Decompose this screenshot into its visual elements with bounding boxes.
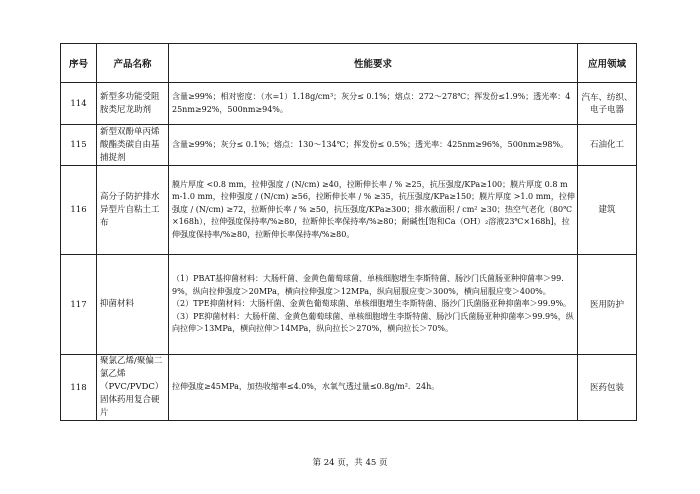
- row-product-name: 聚氯乙烯/聚偏二氯乙烯（PVC/PVDC）固体药用复合硬片: [97, 355, 169, 421]
- row-no: 118: [61, 355, 97, 421]
- row-requirements: 膜片厚度 <0.8 mm，拉伸强度 / (N/cm) ≥40，拉断伸长率 / % ≥25，抗压强度/KPa≥100；膜片厚度 0.8 mm-1.0 mm，拉伸强度 / (N/cm) ≥56，拉断伸长率 / % ≥35，抗压强度/KPa≥150；膜片厚度 >1.0 mm，拉伸强度 / (N/cm) ≥72，拉断伸长率 / % ≥50，抗压强度/KPa≥300；排水截面积 / cm² ≥30；热空气老化（80℃×168h），拉伸强度保持率/%≥80，拉断伸长率保持率/%≥80；耐碱性[饱和Ca（OH）₂溶液23℃×168h]，拉伸强度保持率/%≥80，拉断伸长率保持率/%≥80。: [169, 166, 578, 255]
- header-name: 产品名称: [97, 44, 169, 83]
- row-application: 石油化工: [578, 125, 637, 166]
- row-application: 医用防护: [578, 255, 637, 355]
- header-requirements: 性能要求: [169, 44, 578, 83]
- requirements-line: （2）TPE抑菌材料：大肠杆菌、金黄色葡萄球菌、单核细胞增生李斯特菌、肠沙门氏菌肠亚种抑菌率＞99.9%。: [172, 299, 572, 309]
- table-row: [61, 83, 637, 125]
- row-requirements: 拉伸强度≥45MPa，加热收缩率≤4.0%，水氧气透过量≤0.8g/m²．24h。: [169, 355, 578, 421]
- row-product-name: 新型多功能受阻胺类尼龙助剂: [97, 83, 169, 125]
- row-application: 医药包装: [578, 355, 637, 421]
- row-product-name: 高分子防护排水异型片自粘土工布: [97, 166, 169, 255]
- row-no: 117: [61, 255, 97, 355]
- table-row: [61, 125, 637, 166]
- row-no: 116: [61, 166, 97, 255]
- row-no: 115: [61, 125, 97, 166]
- requirements-line: （1）PBAT基抑菌材料：大肠杆菌、金黄色葡萄球菌、单核细胞增生李斯特菌、肠沙门氏菌肠亚种抑菌率＞99.9%，纵向拉伸强度＞20MPa，横向拉伸强度＞12MPa，纵向屈服应变＞300%，横向屈服应变＞400%。: [172, 274, 564, 296]
- table-header-row: [61, 44, 637, 83]
- row-product-name: 新型双酚单丙烯酸酯类碳自由基捕捉剂: [97, 125, 169, 166]
- row-application: 汽车、纺织、电子电器: [578, 83, 637, 125]
- row-no: 114: [61, 83, 97, 125]
- product-table: [60, 43, 637, 421]
- page-footer: 第 24 页，共 45 页: [312, 458, 388, 468]
- row-requirements: 含量≥99%；灰分≤ 0.1%；熔点：130～134℃；挥发份≤ 0.5%；透光率：425nm≥96%，500nm≥98%。: [169, 125, 578, 166]
- row-requirements: 含量≥99%；相对密度：（水=1）1.18g/cm³；灰分≤ 0.1%；熔点：272～278℃；挥发份≤1.9%；透光率：425nm≥92%，500nm≥94%。: [169, 83, 578, 125]
- table-row: [61, 355, 637, 421]
- row-application: 建筑: [578, 166, 637, 255]
- table-row: [61, 255, 637, 355]
- header-no: 序号: [61, 44, 97, 83]
- header-application: 应用领域: [578, 44, 637, 83]
- row-requirements: [169, 255, 578, 355]
- requirements-line: （3）PE抑菌材料：大肠杆菌、金黄色葡萄球菌、单核细胞增生李斯特菌、肠沙门氏菌肠亚种抑菌率＞99.9%，纵向拉伸＞13MPa，横向拉伸＞14MPa，纵向拉长＞270%，横向拉长＞70%。: [172, 311, 574, 334]
- table-row: [61, 166, 637, 255]
- row-product-name: 抑菌材料: [97, 255, 169, 355]
